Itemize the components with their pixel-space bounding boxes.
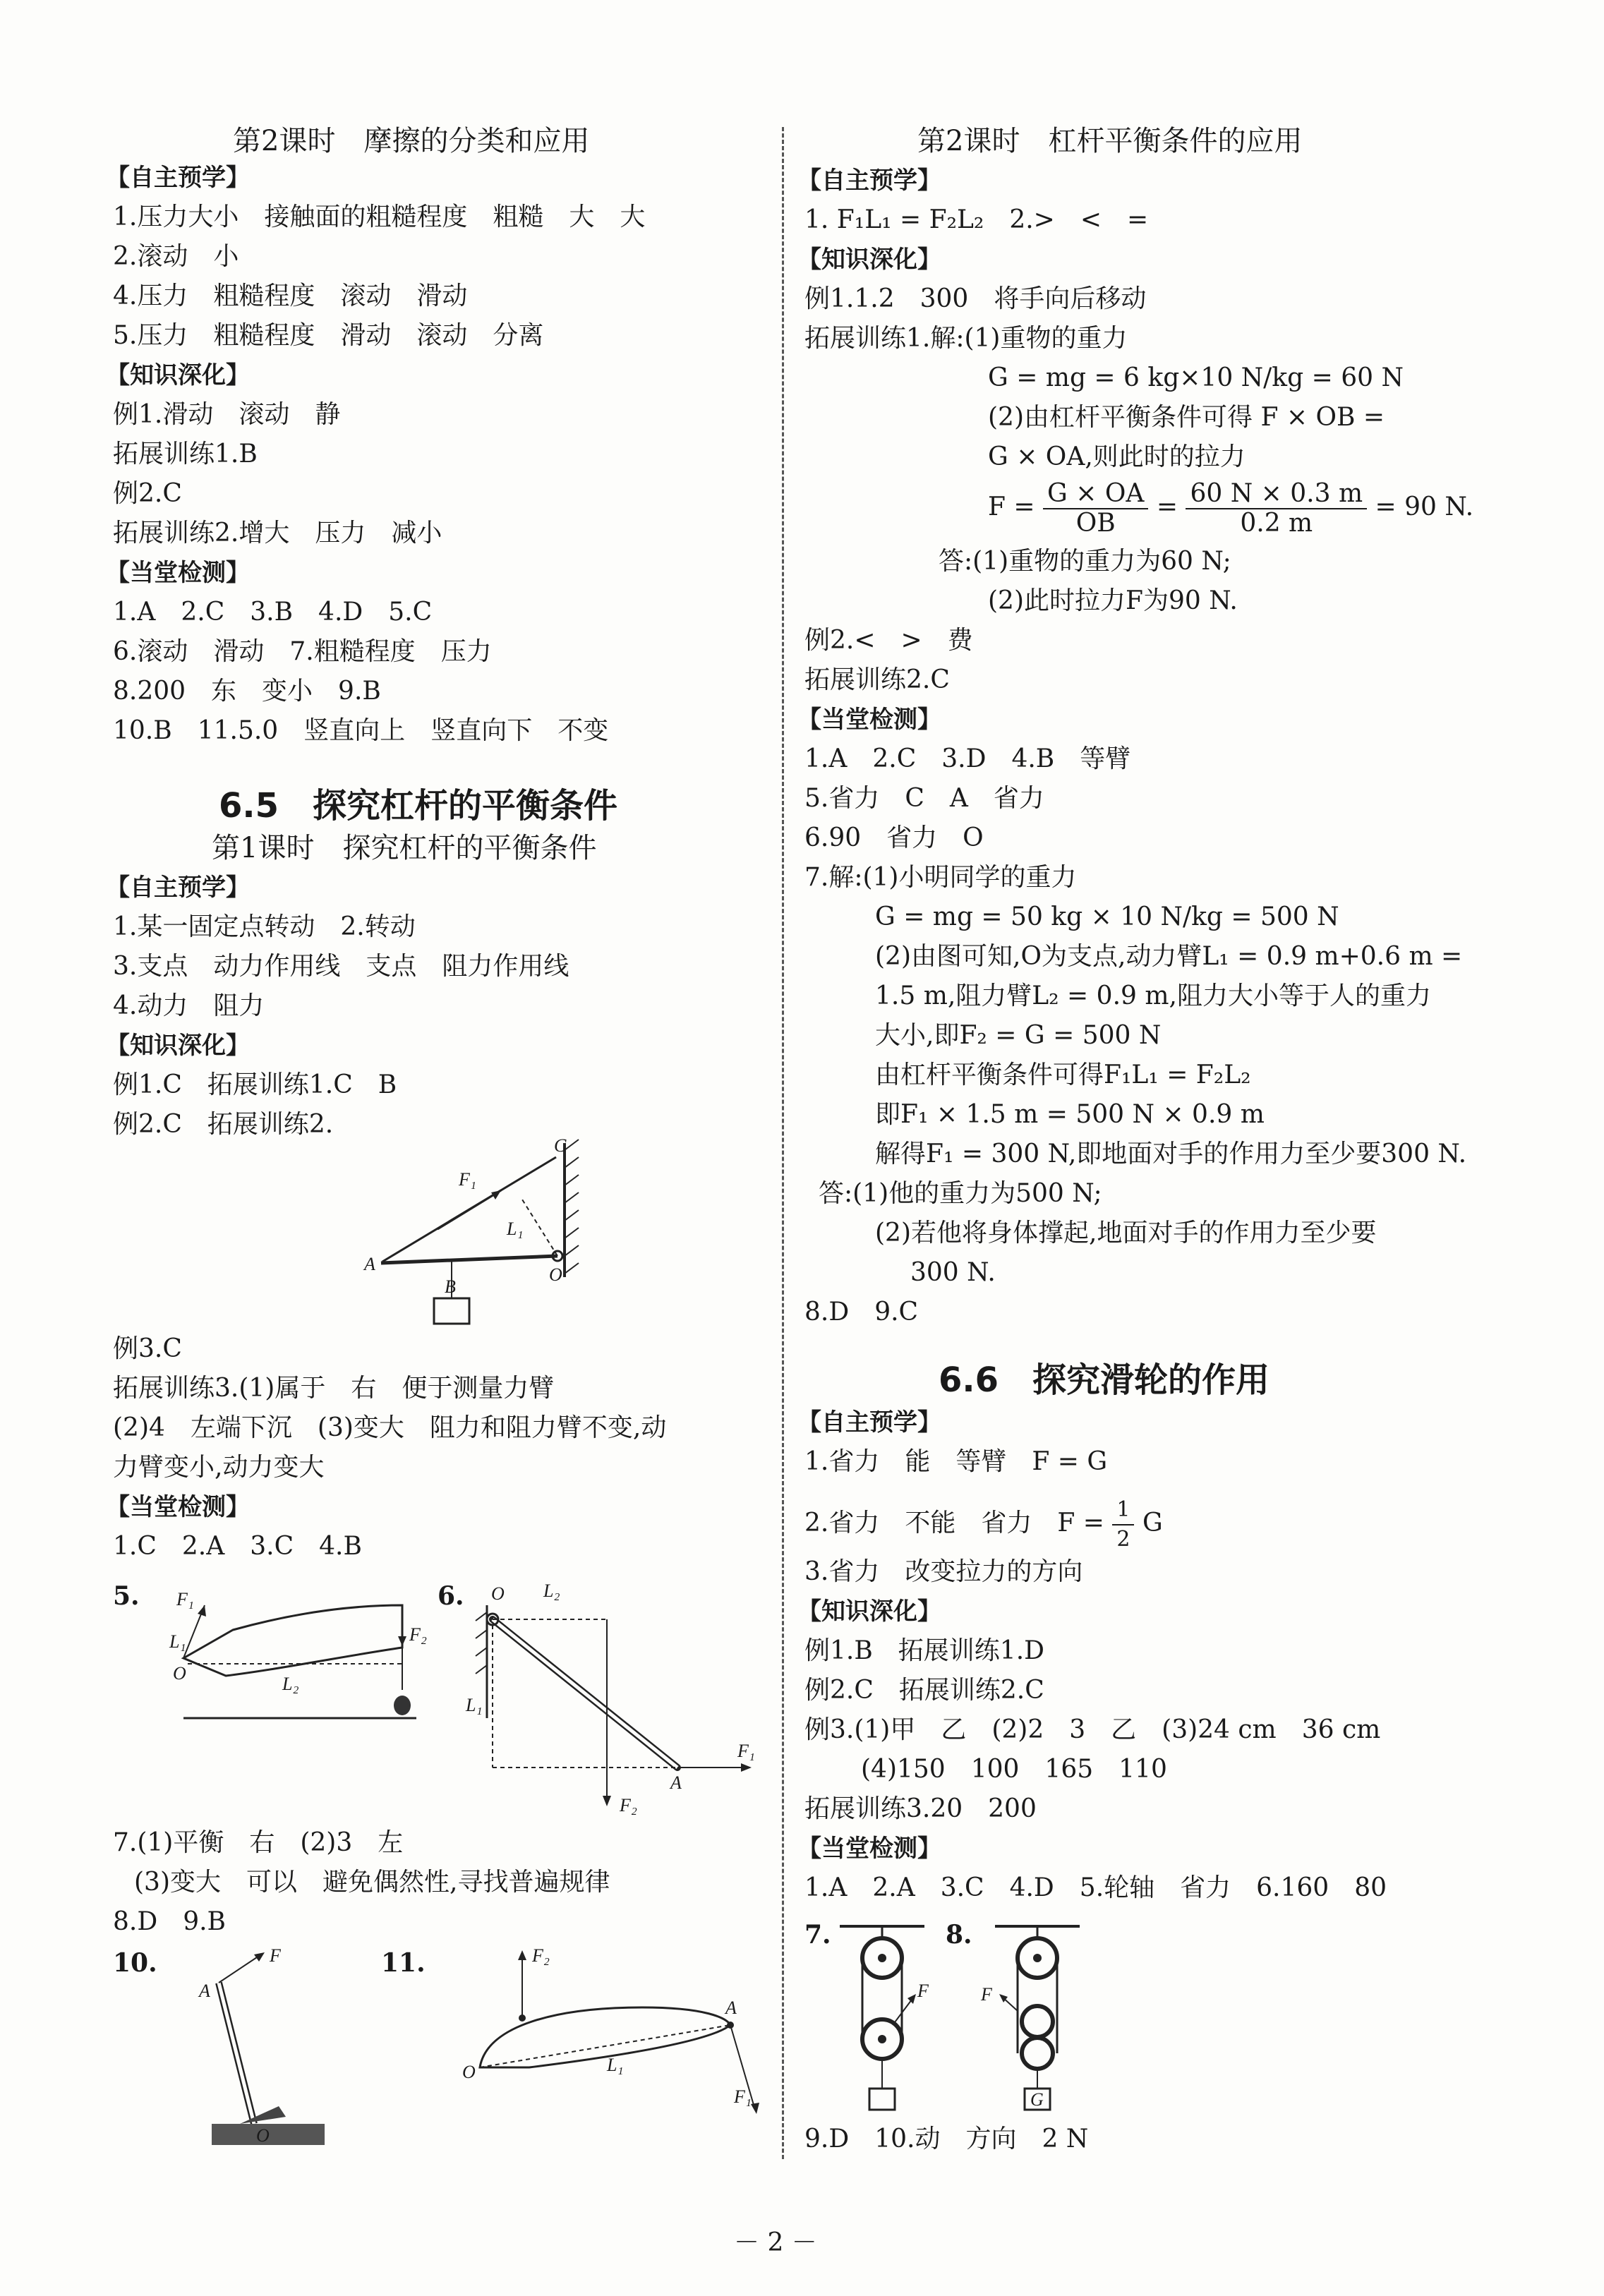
label-l2: L₂ bbox=[282, 1674, 299, 1694]
answer-line: 6.滚动 滑动 7.粗糙程度 压力 bbox=[113, 637, 492, 666]
label-f1: F₁ bbox=[734, 2086, 752, 2107]
question-number: 8. bbox=[946, 1920, 972, 1950]
fig6-lever bbox=[459, 1577, 769, 1817]
answer-line: 1.A 2.C 3.B 4.D 5.C bbox=[113, 598, 433, 627]
answer-line: 例2.C bbox=[113, 479, 182, 508]
formula bbox=[988, 480, 1473, 538]
section-label: 【知识深化】 bbox=[797, 246, 941, 274]
answer-line: 5.省力 C A 省力 bbox=[804, 784, 1044, 813]
lesson-title: 第2课时 摩擦的分类和应用 bbox=[233, 125, 590, 157]
section-title: 6.6 探究滑轮的作用 bbox=[939, 1360, 1270, 1400]
answer-line: 例1.C 拓展训练1.C B bbox=[113, 1070, 397, 1099]
answer-line: 1.压力大小 接触面的粗糙程度 粗糙 大 大 bbox=[113, 203, 646, 231]
page-number: － 2 － bbox=[734, 2228, 817, 2257]
section-label: 【自主预学】 bbox=[797, 167, 941, 195]
section-label: 【当堂检测】 bbox=[797, 706, 941, 734]
answer-text: G bbox=[1142, 1509, 1163, 1537]
answer-line: 3.支点 动力作用线 支点 阻力作用线 bbox=[113, 952, 569, 981]
label-g: G bbox=[1030, 2089, 1044, 2110]
answer-line: 力臂变小,动力变大 bbox=[113, 1453, 325, 1482]
label-a: A bbox=[199, 1981, 210, 2001]
answer-line: 1.C 2.A 3.C 4.B bbox=[113, 1532, 362, 1561]
answer-text: 2.省力 不能 省力 F = bbox=[804, 1509, 1104, 1537]
label-f: F bbox=[981, 1984, 992, 2005]
label-o: O bbox=[173, 1663, 186, 1684]
answer-line: 1.5 m,阻力臂L₂ = 0.9 m,阻力大小等于人的重力 bbox=[875, 981, 1431, 1010]
answer-line: 拓展训练3.20 200 bbox=[804, 1794, 1037, 1823]
answer-line: 解得F₁ = 300 N,即地面对手的作用力至少要300 N. bbox=[875, 1140, 1467, 1168]
label-l1: L₁ bbox=[169, 1631, 186, 1652]
label-o: O bbox=[491, 1583, 505, 1604]
answer-line: 8.D 9.C bbox=[804, 1298, 919, 1327]
label-f1: F₁ bbox=[459, 1169, 476, 1190]
label-l2: L₂ bbox=[543, 1581, 560, 1601]
numerator: 60 N × 0.3 m bbox=[1186, 480, 1367, 509]
answer-line: 例2.C 拓展训练2.C bbox=[804, 1676, 1044, 1705]
fraction bbox=[1186, 480, 1367, 538]
answer-line: 拓展训练3.(1)属于 右 便于测量力臂 bbox=[113, 1374, 555, 1403]
answer-line: 7.解:(1)小明同学的重力 bbox=[804, 863, 1077, 892]
answer-line: 例3.(1)甲 乙 (2)2 3 乙 (3)24 cm 36 cm bbox=[804, 1715, 1381, 1744]
section-label: 【当堂检测】 bbox=[106, 559, 250, 587]
answer-line: 1.某一固定点转动 2.转动 bbox=[113, 912, 416, 941]
label-l1: L₁ bbox=[507, 1219, 524, 1239]
lever-wall-figure bbox=[353, 1136, 692, 1327]
label-f2: F₂ bbox=[620, 1795, 637, 1815]
lesson-title: 第1课时 探究杠杆的平衡条件 bbox=[212, 832, 597, 864]
fig5-lever bbox=[141, 1577, 438, 1739]
label-b: B bbox=[445, 1276, 456, 1297]
answer-line: 5.压力 粗糙程度 滑动 滚动 分离 bbox=[113, 321, 544, 350]
fig10-lever bbox=[148, 1947, 332, 2152]
answer-line: 300 N. bbox=[910, 1258, 996, 1287]
answer-line: 1.A 2.A 3.C 4.D 5.轮轴 省力 6.160 80 bbox=[804, 1873, 1387, 1902]
lesson-title: 第2课时 杠杆平衡条件的应用 bbox=[917, 125, 1303, 157]
label-f2: F₂ bbox=[532, 1945, 550, 1966]
equals: = bbox=[1156, 493, 1178, 521]
fig8-pulley bbox=[967, 1919, 1094, 2124]
section-label: 【自主预学】 bbox=[797, 1408, 941, 1437]
answer-line: 8.200 东 变小 9.B bbox=[113, 677, 381, 706]
label-l1: L₁ bbox=[607, 2055, 624, 2075]
answer-line: 例2.C 拓展训练2. bbox=[113, 1110, 334, 1139]
question-number: 11. bbox=[381, 1948, 426, 1978]
answer-line: 拓展训练1.解:(1)重物的重力 bbox=[804, 324, 1128, 353]
denominator: OB bbox=[1075, 509, 1116, 538]
label-f: F bbox=[917, 1981, 929, 2001]
section-label: 【当堂检测】 bbox=[797, 1835, 941, 1863]
label-a: A bbox=[670, 1772, 682, 1793]
answer-line: G = mg = 50 kg × 10 N/kg = 500 N bbox=[875, 902, 1339, 931]
answer-line: 例1.滑动 滚动 静 bbox=[113, 400, 341, 429]
answer-line bbox=[804, 1496, 1163, 1554]
column-divider bbox=[782, 127, 784, 2159]
answer-line: G = mg = 6 kg×10 N/kg = 60 N bbox=[988, 363, 1404, 392]
section-label: 【自主预学】 bbox=[106, 874, 250, 902]
answer-line: 9.D 10.动 方向 2 N bbox=[804, 2125, 1089, 2153]
answer-line: 1.A 2.C 3.D 4.B 等臂 bbox=[804, 744, 1131, 773]
denominator: 2 bbox=[1116, 1527, 1130, 1552]
answer-line: 拓展训练1.B bbox=[113, 440, 258, 469]
label-o: O bbox=[462, 2062, 476, 2082]
answer-line: 例2.< > 费 bbox=[804, 626, 973, 655]
answer-line: 答:(1)重物的重力为60 N; bbox=[939, 547, 1231, 576]
section-label: 【知识深化】 bbox=[106, 361, 250, 389]
label-l1: L₁ bbox=[466, 1695, 483, 1715]
answer-line: G × OA,则此时的拉力 bbox=[988, 442, 1246, 471]
question-number: 5. bbox=[113, 1581, 140, 1611]
answer-line: (3)变大 可以 避免偶然性,寻找普遍规律 bbox=[134, 1868, 610, 1897]
answer-line: 由杠杆平衡条件可得F₁L₁ = F₂L₂ bbox=[875, 1061, 1251, 1089]
answer-line: (2)由图可知,O为支点,动力臂L₁ = 0.9 m+0.6 m = bbox=[875, 942, 1463, 971]
answer-line: 例1.B 拓展训练1.D bbox=[804, 1636, 1045, 1665]
fig11-lever bbox=[430, 1940, 762, 2124]
label-f: F bbox=[270, 1947, 281, 1966]
answer-line: 1.省力 能 等臂 F = G bbox=[804, 1447, 1108, 1476]
answer-line: 4.动力 阻力 bbox=[113, 991, 265, 1020]
answer-line: 1. F₁L₁ = F₂L₂ 2.> < = bbox=[804, 205, 1149, 234]
answer-line: 10.B 11.5.0 竖直向上 竖直向下 不变 bbox=[113, 716, 609, 745]
answer-line: 答:(1)他的重力为500 N; bbox=[819, 1179, 1102, 1208]
section-label: 【知识深化】 bbox=[106, 1032, 250, 1060]
section-label: 【自主预学】 bbox=[106, 164, 250, 192]
answer-line: 6.90 省力 O bbox=[804, 823, 984, 852]
label-o: O bbox=[256, 2125, 270, 2146]
section-label: 【当堂检测】 bbox=[106, 1493, 250, 1521]
answer-line: (2)4 左端下沉 (3)变大 阻力和阻力臂不变,动 bbox=[113, 1413, 667, 1442]
question-number: 7. bbox=[804, 1920, 831, 1950]
answer-line: 7.(1)平衡 右 (2)3 左 bbox=[113, 1828, 404, 1857]
formula-lhs: F = bbox=[988, 493, 1035, 521]
denominator: 0.2 m bbox=[1240, 509, 1313, 538]
answer-line: 4.压力 粗糙程度 滚动 滑动 bbox=[113, 282, 468, 310]
label-f1: F₁ bbox=[737, 1741, 755, 1761]
answer-line: (4)150 100 165 110 bbox=[861, 1755, 1167, 1784]
formula-rhs: = 90 N. bbox=[1375, 493, 1474, 521]
numerator: 1 bbox=[1112, 1496, 1134, 1525]
fraction bbox=[1043, 480, 1148, 538]
section-label: 【知识深化】 bbox=[797, 1597, 941, 1626]
answer-line: 大小,即F₂ = G = 500 N bbox=[875, 1021, 1162, 1050]
numerator: G × OA bbox=[1043, 480, 1148, 509]
answer-line: 3.省力 改变拉力的方向 bbox=[804, 1557, 1083, 1586]
fraction bbox=[1112, 1496, 1134, 1554]
question-number: 10. bbox=[113, 1948, 157, 1978]
label-o: O bbox=[549, 1264, 562, 1285]
answer-line: 即F₁ × 1.5 m = 500 N × 0.9 m bbox=[875, 1100, 1265, 1129]
label-f1: F₁ bbox=[176, 1589, 194, 1609]
fig7-pulley bbox=[826, 1919, 939, 2124]
answer-line: 例3.C bbox=[113, 1334, 182, 1363]
answer-line: 2.滚动 小 bbox=[113, 242, 239, 271]
question-number: 6. bbox=[438, 1581, 464, 1611]
answer-line: 例1.1.2 300 将手向后移动 bbox=[804, 284, 1147, 313]
answer-line: (2)由杠杆平衡条件可得 F × OB = bbox=[988, 403, 1385, 432]
label-f2: F₂ bbox=[409, 1624, 427, 1645]
answer-line: 8.D 9.B bbox=[113, 1907, 227, 1936]
answer-line: 拓展训练2.增大 压力 减小 bbox=[113, 519, 442, 548]
answer-line: (2)此时拉力F为90 N. bbox=[988, 586, 1238, 615]
section-title: 6.5 探究杠杆的平衡条件 bbox=[219, 786, 618, 826]
answer-line: 拓展训练2.C bbox=[804, 665, 950, 694]
label-c: C bbox=[554, 1136, 567, 1156]
label-a: A bbox=[364, 1254, 375, 1274]
label-a: A bbox=[725, 1998, 737, 2018]
answer-line: (2)若他将身体撑起,地面对手的作用力至少要 bbox=[875, 1219, 1377, 1247]
